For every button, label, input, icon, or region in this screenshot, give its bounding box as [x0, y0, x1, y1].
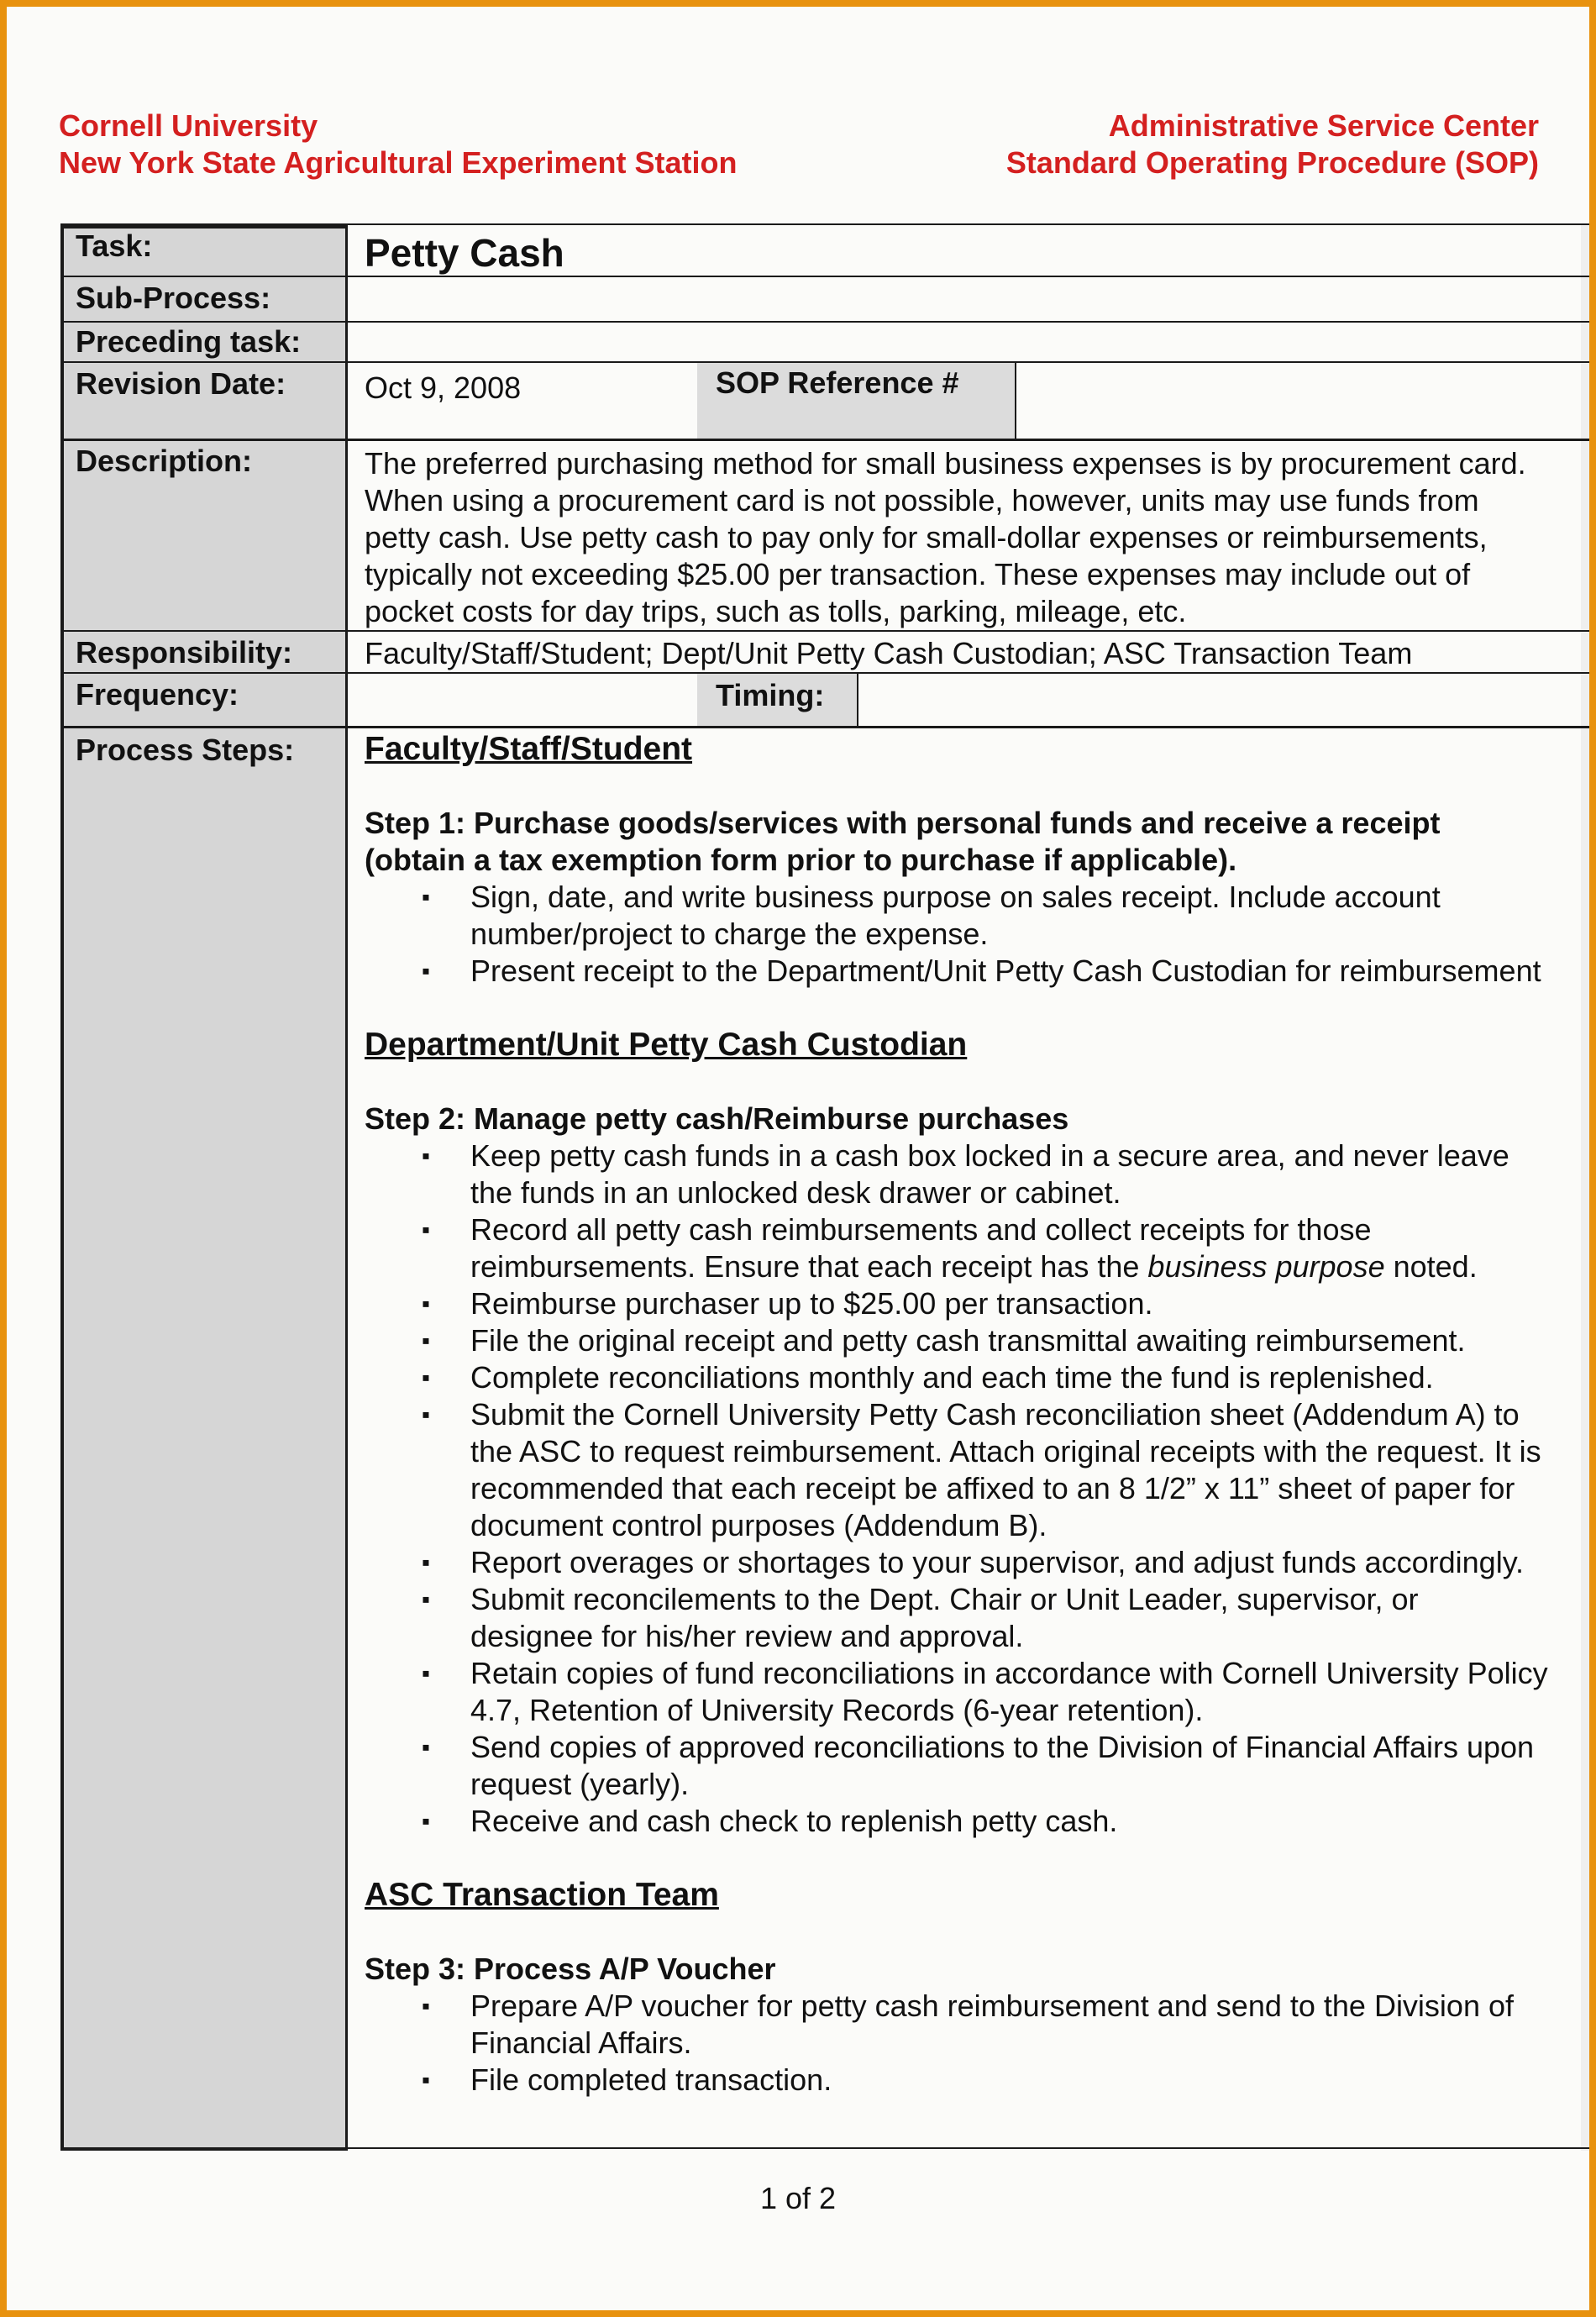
list-item: ▪ Record all petty cash reimbursements and collect receipts for those reimbursements. Ensure that each receipt has the business purpose noted.	[422, 1212, 1478, 1284]
table-bottom-rule	[60, 2147, 1589, 2149]
service-center-name: Administrative Service Center	[1108, 108, 1539, 143]
description-line: The preferred purchasing method for small business expenses is by procurement card.	[365, 446, 1526, 481]
bullet-icon: ▪	[422, 1327, 430, 1353]
revision-date-value: Oct 9, 2008	[365, 370, 522, 405]
list-item: ▪ Present receipt to the Department/Unit Petty Cash Custodian for reimbursement	[422, 954, 1541, 988]
frequency-label: Frequency:	[76, 677, 239, 712]
preceding-task-label: Preceding task:	[76, 324, 302, 359]
step-2-heading: Step 2: Manage petty cash/Reimburse purchases	[365, 1101, 1069, 1136]
list-item: ▪ Send copies of approved reconciliations to the Division of Financial Affairs upon request (yearly).	[422, 1730, 1535, 1801]
process-steps-label: Process Steps:	[76, 733, 295, 767]
bullet-icon: ▪	[422, 2067, 430, 2093]
row-rule	[60, 630, 1589, 632]
page-number: 1 of 2	[759, 2181, 837, 2215]
sop-divider	[1015, 361, 1016, 440]
list-item: ▪ Report overages or shortages to your supervisor, and adjust funds accordingly.	[422, 1545, 1525, 1579]
list-item: ▪ Reimburse purchaser up to $25.00 per transaction.	[422, 1286, 1153, 1321]
university-name: Cornell University	[59, 108, 318, 143]
list-item: ▪ Complete reconciliations monthly and each time the fund is replenished.	[422, 1360, 1434, 1395]
table-top-rule	[60, 223, 1589, 225]
task-value: Petty Cash	[365, 231, 564, 275]
list-item: ▪ Submit the Cornell University Petty Cash reconciliation sheet (Addendum A) to the ASC to request reimbursement. Attach original receipts with the request. It is recommended that each receipt be affixed to an 8 1/2” x 11” sheet of paper for document control purposes (Addendum B).	[422, 1397, 1541, 1542]
section-heading-asc: ASC Transaction Team	[365, 1877, 719, 1913]
list-item: ▪ Retain copies of fund reconciliations in accordance with Cornell University Policy 4.7, Retention of University Records (6-year retention).	[422, 1656, 1548, 1727]
section-heading-custodian: Department/Unit Petty Cash Custodian	[365, 1027, 968, 1063]
list-item: ▪ Sign, date, and write business purpose on sales receipt. Include account number/project to charge the expense.	[422, 880, 1441, 951]
list-item: ▪ Keep petty cash funds in a cash box locked in a secure area, and never leave the funds in an unlocked desk drawer or cabinet.	[422, 1138, 1509, 1210]
description-line: When using a procurement card is not possible, however, units may use funds from	[365, 483, 1479, 518]
description-text	[365, 445, 1526, 630]
bullet-icon: ▪	[422, 1216, 430, 1243]
row-rule	[60, 726, 1589, 728]
bullet-icon: ▪	[422, 1808, 430, 1834]
bullet-icon: ▪	[422, 1290, 430, 1316]
document-page	[7, 7, 1589, 2310]
list-item: ▪ File the original receipt and petty cash transmittal awaiting reimbursement.	[422, 1323, 1466, 1358]
bullet-icon: ▪	[422, 1364, 430, 1390]
bullet-icon: ▪	[422, 1401, 430, 1427]
bullet-icon: ▪	[422, 884, 430, 910]
bullet-icon: ▪	[422, 1660, 430, 1686]
bullet-icon: ▪	[422, 958, 430, 984]
responsibility-label: Responsibility:	[76, 635, 293, 670]
description-label: Description:	[76, 444, 253, 478]
sop-reference-label: SOP Reference #	[716, 365, 959, 400]
responsibility-value: Faculty/Staff/Student; Dept/Unit Petty Cash Custodian; ASC Transaction Team	[365, 636, 1413, 670]
step-1-heading: Step 1: Purchase goods/services with personal funds and receive a receipt	[365, 806, 1441, 840]
row-rule	[60, 276, 1589, 277]
step-1-heading-cont: (obtain a tax exemption form prior to purchase if applicable).	[365, 843, 1237, 877]
bullet-icon: ▪	[422, 1993, 430, 2019]
section-heading-faculty: Faculty/Staff/Student	[365, 731, 693, 767]
task-label: Task:	[76, 229, 153, 263]
row-rule	[60, 439, 1589, 441]
list-item: ▪ Submit reconcilements to the Dept. Chair or Unit Leader, supervisor, or designee for his/her review and approval.	[422, 1582, 1419, 1653]
description-line: typically not exceeding $25.00 per transaction. These expenses may include out of	[365, 557, 1471, 591]
header-left	[59, 108, 738, 181]
timing-label: Timing:	[716, 678, 825, 712]
bullet-icon: ▪	[422, 1549, 430, 1575]
sop-title: Standard Operating Procedure (SOP)	[1005, 145, 1539, 180]
description-line: petty cash. Use petty cash to pay only for small-dollar expenses or reimbursements,	[365, 520, 1488, 554]
list-item: ▪ File completed transaction.	[422, 2062, 832, 2097]
bullet-icon: ▪	[422, 1143, 430, 1169]
header-right	[1006, 108, 1539, 181]
list-item: ▪ Receive and cash check to replenish petty cash.	[422, 1804, 1118, 1838]
row-rule	[60, 321, 1589, 323]
label-column	[60, 225, 348, 2151]
timing-divider	[857, 672, 858, 728]
step-3-heading: Step 3: Process A/P Voucher	[365, 1952, 776, 1986]
bullet-icon: ▪	[422, 1586, 430, 1612]
revision-date-label: Revision Date:	[76, 366, 286, 401]
bullet-icon: ▪	[422, 1734, 430, 1760]
description-line: pocket costs for day trips, such as tolls, parking, mileage, etc.	[365, 594, 1187, 628]
station-name: New York State Agricultural Experiment Station	[59, 145, 738, 180]
list-item: ▪ Prepare A/P voucher for petty cash reimbursement and send to the Division of Financial Affairs.	[422, 1989, 1514, 2060]
subprocess-label: Sub-Process:	[76, 281, 271, 315]
process-steps	[365, 731, 1589, 2099]
